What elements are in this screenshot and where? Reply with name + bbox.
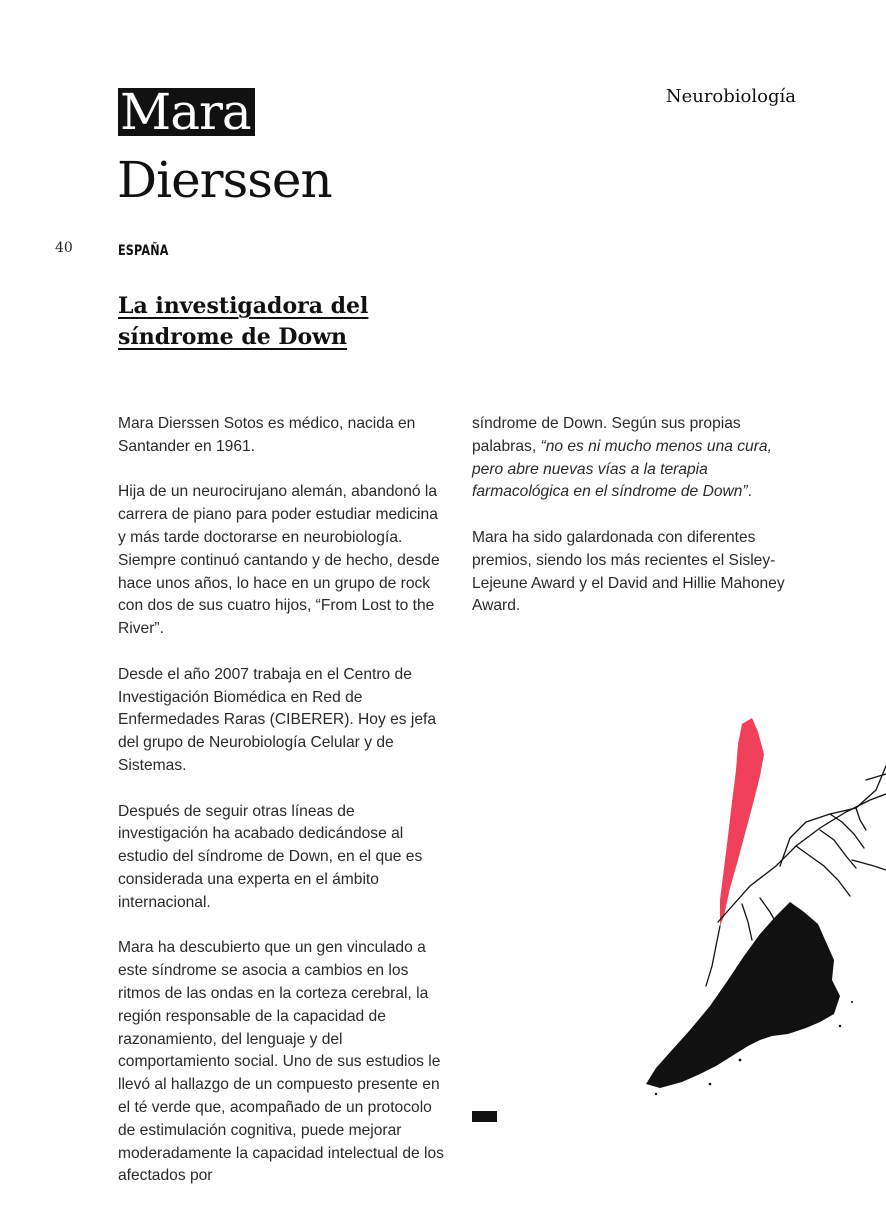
- section-label: Neurobiología: [665, 86, 796, 107]
- headline: La investigadora del síndrome de Down: [118, 293, 369, 350]
- paragraph: Hija de un neurocirujano alemán, abandonó la carrera de piano para poder estudiar medicina y más tarde doctorarse en neurobiología. Siempre continuó cantando y de hecho, desde hace unos años, lo hace en un grupo de rock con dos de sus cuatro hijos, “From Lost to the River”.: [118, 483, 440, 638]
- paragraph: Mara Dierssen Sotos es médico, nacida en Santander en 1961.: [118, 415, 416, 455]
- paragraph: Mara ha descubierto que un gen vinculado a este síndrome se asocia a cambios en los ritmos de las ondas en la corteza cerebral, la región responsable de la capacidad de razonamiento, del lenguaje y del comportamiento social. Uno de sus estudios le llevó al hallazgo de un compuesto presente en el té verde que, acompañado de un protocolo de estimulación cognitiva, puede mejorar moderadamente la capacidad intelectual de los afectados por: [118, 939, 444, 1185]
- paragraph-intro: síndrome de Down. Según sus propias palabras,: [472, 415, 741, 455]
- ink-illustration-icon: [620, 690, 886, 1110]
- body-column-left: [118, 413, 448, 1188]
- ink-shape: [646, 902, 840, 1088]
- page-number: 40: [55, 240, 73, 256]
- end-mark: [472, 1111, 497, 1122]
- paragraph: Después de seguir otras líneas de investigación ha acabado dedicándose al estudio del síndrome de Down, en el que es considerada una experta en el ámbito internacional.: [118, 802, 423, 911]
- country-label: ESPAÑA: [118, 243, 169, 259]
- quote-end: .: [747, 483, 752, 501]
- paragraph-quote: [472, 413, 802, 504]
- quote: “no es ni mucho menos una cura, pero abre nuevas vías a la terapia farmacológica en el síndrome de Down”: [472, 437, 772, 501]
- last-name-heading: Dierssen: [117, 151, 332, 209]
- paragraph: Desde el año 2007 trabaja en el Centro de Investigación Biomédica en Red de Enfermedades Raras (CIBERER). Hoy es jefa del grupo de Neurobiología Celular y de Sistemas.: [118, 665, 437, 774]
- paragraph: Mara ha sido galardonada con diferentes premios, siendo los más recientes el Sisley-Lejeune Award y el David and Hillie Mahoney Award.: [472, 528, 785, 615]
- first-name-heading: Mara: [118, 88, 255, 136]
- body-column-right: [472, 413, 802, 641]
